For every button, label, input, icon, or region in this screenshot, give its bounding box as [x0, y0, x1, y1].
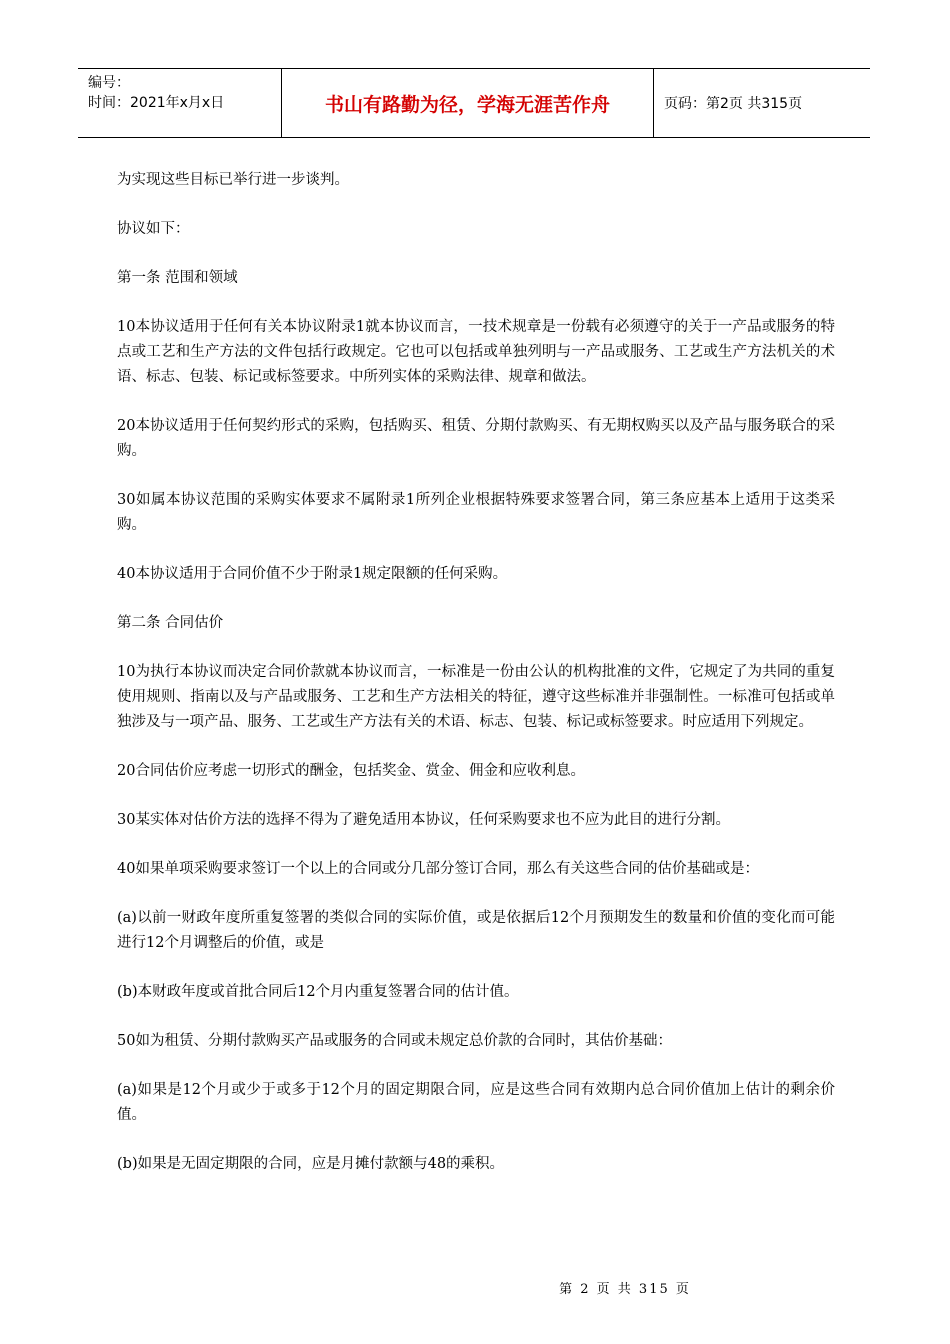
paragraph: 20合同估价应考虑一切形式的酬金，包括奖金、赏金、佣金和应收利息。: [117, 763, 585, 779]
document-number-label: 编号：: [88, 75, 130, 91]
page-header: [78, 68, 870, 138]
paragraph: 为实现这些目标已举行进一步谈判。: [117, 172, 349, 188]
document-body: [117, 168, 835, 1201]
paragraph: 30某实体对估价方法的选择不得为了避免适用本协议，任何采购要求也不应为此目的进行分割。: [117, 812, 730, 828]
page-footer: 第 2 页 共 315 页: [559, 1282, 691, 1297]
paragraph: (a)如果是12个月或少于或多于12个月的固定期限合同，应是这些合同有效期内总合同价值加上估计的剩余价值。: [117, 1082, 835, 1123]
paragraph: 10为执行本协议而决定合同价款就本协议而言，一标准是一份由公认的机构批准的文件，它规定了为共同的重复使用规则、指南以及与产品或服务、工艺和生产方法相关的特征，遵守这些标准并非强制性。一标准可包括或单独涉及与一项产品、服务、工艺或生产方法有关的术语、标志、包装、标记或标签要求。时应适用下列规定。: [117, 664, 835, 730]
paragraph: 协议如下：: [117, 221, 190, 237]
header-motto: 书山有路勤为径，学海无涯苦作舟: [282, 69, 654, 137]
paragraph: 40如果单项采购要求签订一个以上的合同或分几部分签订合同，那么有关这些合同的估价基础或是：: [117, 861, 759, 877]
paragraph: 20本协议适用于任何契约形式的采购，包括购买、租赁、分期付款购买、有无期权购买以及产品与服务联合的采购。: [117, 418, 835, 459]
section-heading: 第二条 合同估价: [117, 615, 224, 631]
paragraph: 10本协议适用于任何有关本协议附录1就本协议而言，一技术规章是一份载有必须遵守的关于一产品或服务的特点或工艺和生产方法的文件包括行政规定。它也可以包括或单独列明与一产品或服务、工艺或生产方法机关的术语、标志、包装、标记或标签要求。中所列实体的采购法律、规章和做法。: [117, 319, 835, 385]
paragraph: (b)本财政年度或首批合同后12个月内重复签署合同的估计值。: [117, 984, 519, 1000]
section-heading: 第一条 范围和领域: [117, 270, 238, 286]
header-page-info: 页码：第2页 共315页: [664, 96, 803, 112]
paragraph: 40本协议适用于合同价值不少于附录1规定限额的任何采购。: [117, 566, 508, 582]
paragraph: (b)如果是无固定期限的合同，应是月摊付款额与48的乘积。: [117, 1156, 505, 1172]
document-date: 时间：2021年x月x日: [88, 95, 225, 111]
paragraph: 50如为租赁、分期付款购买产品或服务的合同或未规定总价款的合同时，其估价基础：: [117, 1033, 672, 1049]
paragraph: 30如属本协议范围的采购实体要求不属附录1所列企业根据特殊要求签署合同，第三条应基本上适用于这类采购。: [117, 492, 835, 533]
header-meta: [78, 69, 282, 137]
paragraph: (a)以前一财政年度所重复签署的类似合同的实际价值，或是依据后12个月预期发生的数量和价值的变化而可能进行12个月调整后的价值，或是: [117, 910, 835, 951]
